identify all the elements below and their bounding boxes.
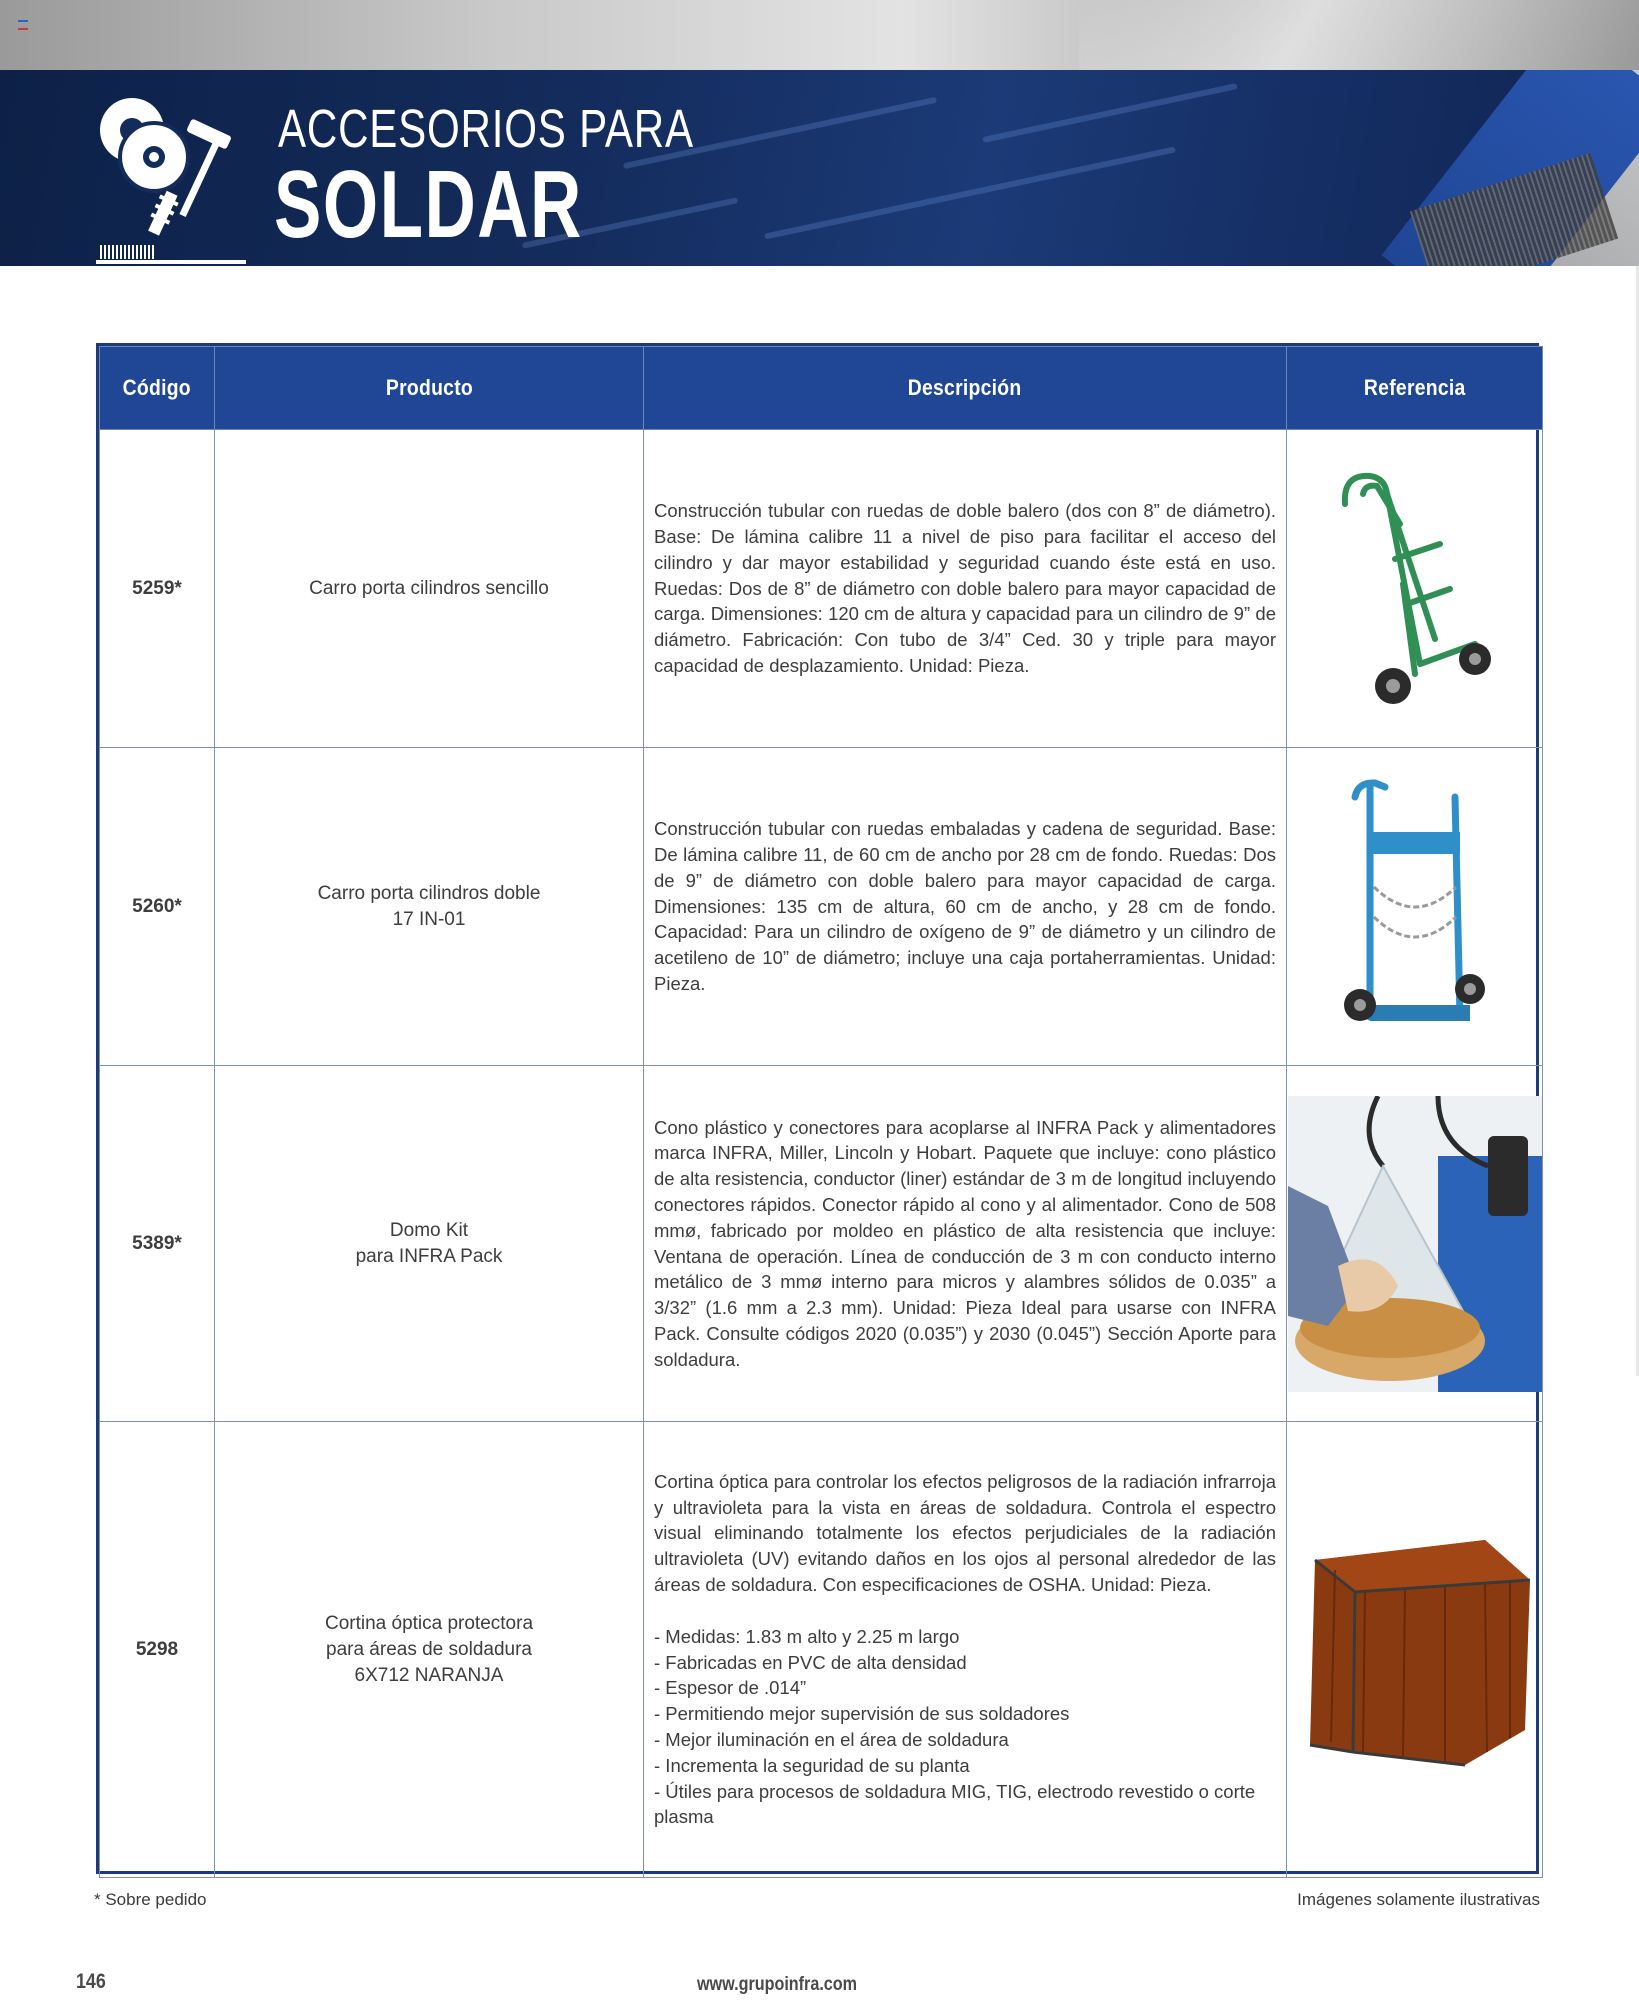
footnote-on-order: * Sobre pedido: [94, 1890, 207, 1909]
bullet-item: - Mejor iluminación en el área de soldadura: [654, 1728, 1009, 1750]
product-code: 5259*: [100, 430, 215, 748]
description-text: Construcción tubular con ruedas de doble balero (dos con 8” de diámetro). Base: De lámina calibre 11 a nivel de piso para facilitar el acceso del cilindro y dar mayor estabilidad y seguridad cuando éste está en uso. Ruedas: Dos de 8” de diámetro con doble balero para mayor capacidad de carga. Dimensiones: 120 cm de altura y capacidad para un cilindro de 9” de diámetro. Fabricación: Con tubo de 3/4” Ced. 30 y triple para mayor capacidad de desplazamiento. Unidad: Pieza.: [654, 500, 1276, 676]
blue-double-cylinder-cart-image: [1340, 777, 1490, 1037]
bullet-item: - Medidas: 1.83 m alto y 2.25 m largo: [654, 1625, 960, 1647]
product-description: [644, 1422, 1287, 1878]
page-number: 146: [76, 1970, 106, 1993]
table-header-row: [100, 347, 1543, 430]
product-name: [215, 1422, 644, 1878]
product-name: [215, 748, 644, 1066]
product-name-line: 17 IN-01: [392, 908, 466, 930]
green-cylinder-cart-image: [1325, 464, 1505, 714]
product-name: [215, 430, 644, 748]
table-row: [100, 1066, 1543, 1422]
reference-image-cell: [1287, 430, 1543, 748]
product-name-line: para INFRA Pack: [355, 1245, 503, 1267]
product-code: 5298: [100, 1422, 215, 1878]
bullet-item: - Incrementa la seguridad de su planta: [654, 1754, 970, 1776]
product-code: 5260*: [100, 748, 215, 1066]
flag-mark-icon: [18, 20, 28, 30]
product-description: [644, 430, 1287, 748]
description-text: Construcción tubular con ruedas embaladas y cadena de seguridad. Base: De lámina calibre 11, de 60 cm de ancho por 28 cm de fondo. Ruedas: Dos de 9” de diámetro con doble balero para mayor capacidad de carga. Dimensiones: 135 cm de altura, 60 cm de ancho, y 28 cm de fondo. Capacidad: Para un cilindro de oxígeno de 9” de diámetro y un cilindro de acetileno de 10” de diámetro; incluye una caja portaherramientas. Unidad: Pieza.: [654, 818, 1276, 994]
product-name-line: Domo Kit: [389, 1219, 469, 1241]
banner-photo-strip: [0, 0, 1639, 70]
table-row: [100, 748, 1543, 1066]
description-text: Cono plástico y conectores para acoplarse al INFRA Pack y alimentadores marca INFRA, Miller, Lincoln y Hobart. Paquete que incluye: cono plástico de alta resistencia, conductor (liner) estándar de 3 m de longitud incluyendo conectores rápidos. Conector rápido al cono y al alimentador. Cono de 508 mmø, fabricado por moldeo en plástico de alta resistencia que incluye: Ventana de operación. Línea de conducción de 3 m con conducto interno metálico de 3 mmø interno para micros y alambres sólidos de 0.035” a 3/32” (1.6 mm a 2.3 mm). Unidad: Pieza Ideal para usarse con INFRA Pack. Consulte códigos 2020 (0.035”) y 2030 (0.045”) Sección Aporte para soldadura.: [654, 1116, 1276, 1370]
product-name-line: Cortina óptica protectora: [324, 1612, 534, 1634]
banner-streak: [764, 146, 1176, 239]
bullet-item: - Útiles para procesos de soldadura MIG, TIG, electrodo revestido o corte plasma: [654, 1780, 1256, 1828]
column-header-referencia: Referencia: [1287, 347, 1543, 430]
column-header-producto: Producto: [215, 347, 644, 430]
product-name-line: para áreas de soldadura: [326, 1638, 532, 1660]
welding-accessories-icon: [92, 95, 252, 265]
dome-kit-photo-image: [1288, 1096, 1542, 1392]
website-link[interactable]: www.grupoinfra.com: [697, 1974, 858, 1995]
bullet-item: - Espesor de .014”: [654, 1677, 807, 1699]
bullet-item: - Fabricadas en PVC de alta densidad: [654, 1651, 967, 1673]
footnote-images-disclaimer: Imágenes solamente ilustrativas: [1297, 1890, 1540, 1909]
product-code: 5389*: [100, 1066, 215, 1422]
column-header-codigo: Código: [100, 347, 215, 430]
description-text: Cortina óptica para controlar los efectos peligrosos de la radiación infrarroja y ultravioleta para la vista en áreas de soldadura. Controla el espectro visual eliminando totalmente los efectos perjudiciales de la radiación ultravioleta (UV) evitando daños en los ojos al personal alrededor de las áreas de soldadura. Con especificaciones de OSHA. Unidad: Pieza.: [654, 1470, 1276, 1595]
bullet-item: - Permitiendo mejor supervisión de sus soldadores: [654, 1703, 1070, 1725]
product-description: [644, 1066, 1287, 1422]
product-description: [644, 748, 1287, 1066]
reference-image-cell: [1287, 748, 1543, 1066]
reference-image-cell: [1287, 1422, 1543, 1878]
column-header-descripcion: Descripción: [644, 347, 1287, 430]
banner-title-line2: SOLDAR: [274, 151, 583, 258]
banner-title-line1: ACCESORIOS PARA: [278, 99, 694, 159]
table-row: [100, 1422, 1543, 1878]
product-name: [215, 1066, 644, 1422]
product-name-line: Carro porta cilindros doble: [317, 882, 541, 904]
orange-welding-curtain-image: [1295, 1530, 1535, 1770]
banner-light-stripe: [1079, 0, 1639, 70]
product-table: [96, 343, 1539, 1874]
table-row: [100, 430, 1543, 748]
product-name-line: Carro porta cilindros sencillo: [309, 577, 549, 599]
product-name-line: 6X712 NARANJA: [354, 1664, 504, 1686]
reference-image-cell: [1287, 1066, 1543, 1422]
banner-streak: [982, 83, 1238, 143]
